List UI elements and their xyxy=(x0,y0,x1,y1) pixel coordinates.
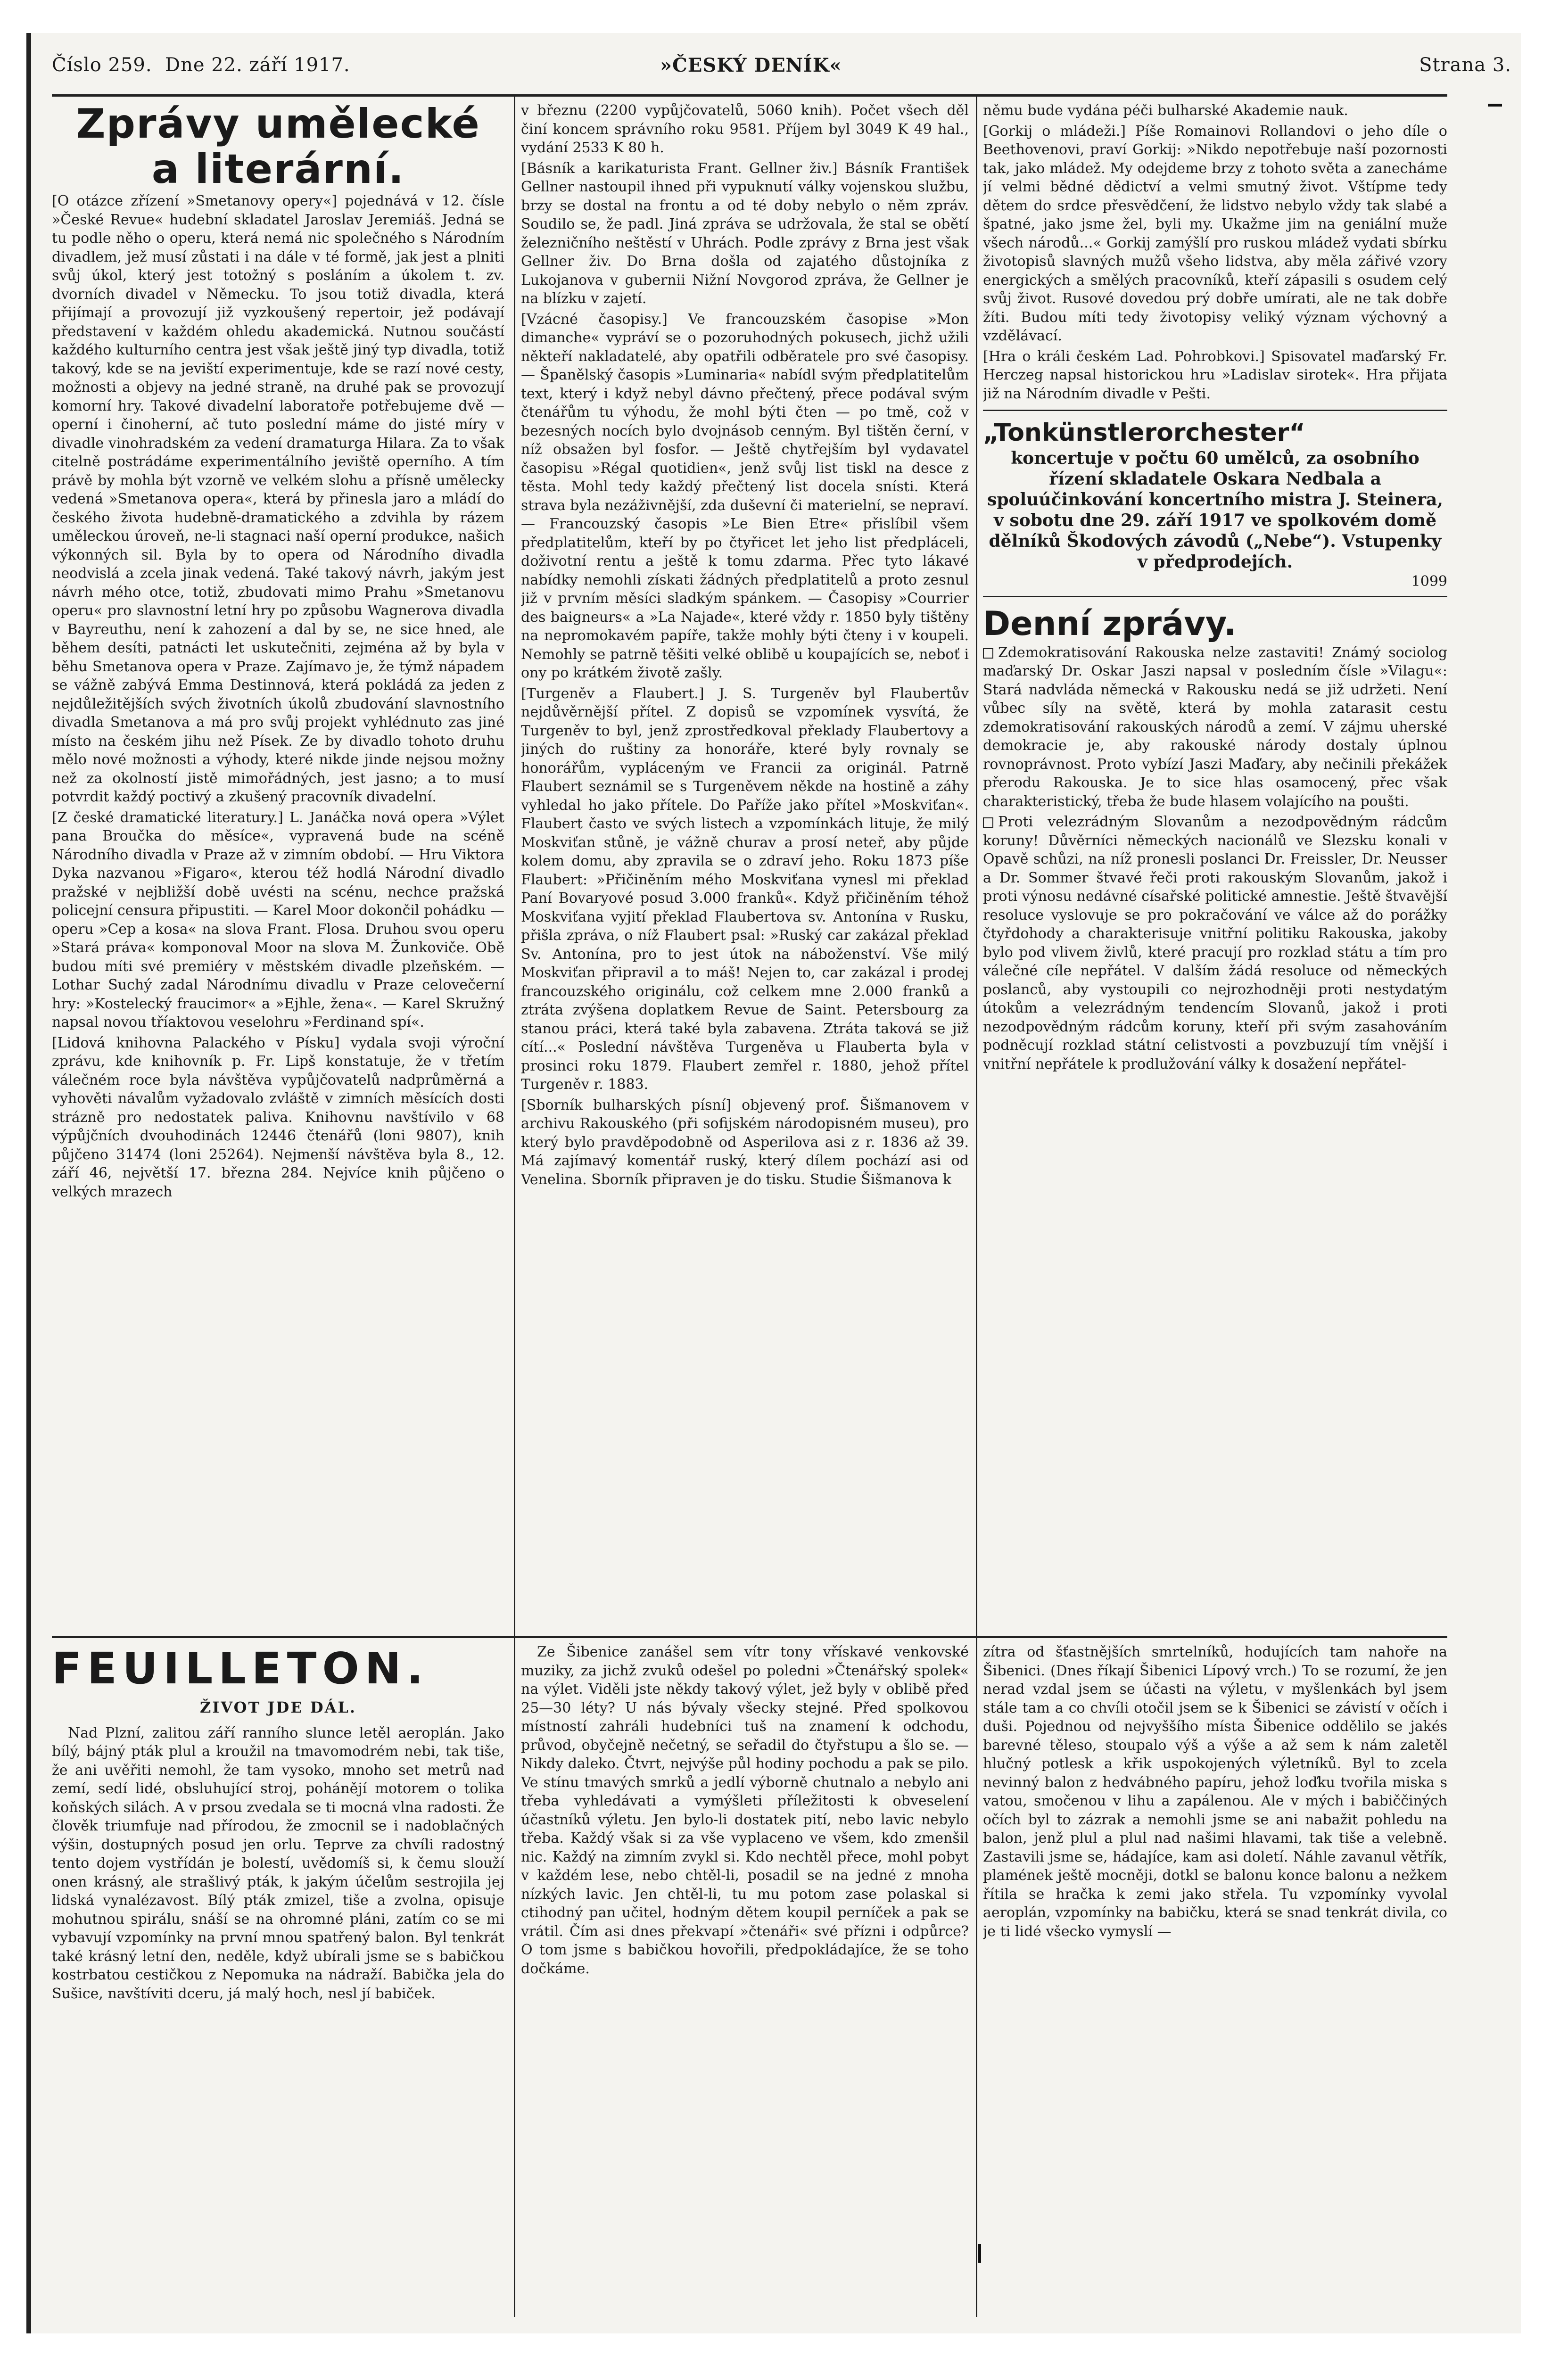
feuilleton-subtitle: ŽIVOT JDE DÁL. xyxy=(199,1698,357,1716)
news-against-slavs xyxy=(983,813,1447,1073)
masthead: »ČESKÝ DENÍK« xyxy=(660,54,842,76)
issue-and-date xyxy=(52,54,350,76)
issue-number: Číslo 259. xyxy=(52,54,152,76)
article-czech-drama: [Z české dramatické literatury.] L. Janáčka nová opera »Výlet pana Broučka do měsíce«, vypravená bude na scéně Národního divadla v Praze až v zimním období. — Hru Viktora Dyka nazvanou »Figaro«, kterou též hodlá Národní divadlo pražské v nejbližší době uvésti na scénu, nechce pražská policejní censura připustiti. — Karel Moor dokončil pohádku — operu »Cep a kosa« na slova Frant. Flosa. Druhou svou operu »Stará práva« komponoval Moor na slova M. Žunkoviče. Obě budou míti své premiéry v městském divadle plzeňském. — Lothar Suchý zadal Národnímu divadlu v Praze celovečerní hry: »Kostelecký fraucimor« a »Ejhle, žena«. — Karel Skružný napsal novou tříaktovou veselohru »Ferdinand spí«. xyxy=(52,809,504,1030)
article-continuation-academy: němu bude vydána péči bulharské Akademie nauk. xyxy=(983,102,1348,119)
ad-body: koncertuje v počtu 60 umělců, za osobního řízení skladatele Oskara Nedbala a spoluúčinkování koncertního mistra J. Steinera, v sobotu dne 29. září 1917 ve spolkovém domě dělníků Škodových závodů („Nebe“). Vstupenky v předprodejích. xyxy=(987,448,1443,572)
column-1-upper xyxy=(52,101,504,1631)
section-title-news: Denní zprávy. xyxy=(983,604,1237,643)
article-pohrobek-play: [Hra o králi českém Lad. Pohrobkovi.] Spisovatel maďarský Fr. Herczeg napsal historickou hru »Ladislav sirotek«. Hra přijata již na Národním divadle v Pešti. xyxy=(983,348,1447,402)
article-gorkij: [Gorkij o mládeži.] Píše Romainovi Rollandovi o jeho díle o Beethovenovi, praví Gorkij: »Nikdo nepotřebuje naší pozornosti tak, jako mládež. My odejdeme brzy z tohoto světa a zanecháme jí velmi bědné dědictví a velmi smutný život. Vštípme tedy dětem do srdce přesvědčení, že lidstvo nebylo vždy tak slabé a špatné, jako jsme žel, byli my. Ukažme jim na geniální muže všech národů...« Gorkij zamýšlí pro ruskou mládež vydati sbírku životopisů slavných mužů všeho lidstva, aby měla zářivé vzory energických a smělých pracovníků, kteří zápasili s osudem celý svůj život. Rusové dovedou prý dobře umírati, ale ne tak dobře žíti. Budou míti tedy životopisy veliký význam výchovný a vzdělávací. xyxy=(983,123,1447,344)
issue-date: Dne 22. září 1917. xyxy=(165,54,350,76)
feuilleton-text-1: Nad Plzní, zalitou září ranního slunce letěl aeroplán. Jako bílý, bájný pták plul a kroužil na tmavomodrém nebi, tak tiše, že ani uvěřiti nemohl, že tam vysoko, mnoho set metrů nad zemí, sedí lidé, obsluhující stroj, pohánějí motorem o tolika koňských silách. A v prsou zvedala se ti mocná vlna radosti. Že člověk triumfuje nad přírodou, že zmocnil se i nadoblačných výšin, dostupných posud jen orlu. Teprve za chvíli radostný tento dojem vystřídán je bolestí, uvědomíš si, k čemu slouží onen krásný, ale strašlivý pták, k jakým účelům sestrojila jej lidská vynalézavost. Bílý pták zmizel, tiše a zvolna, opisuje mohutnou spirálu, snáší se na ohromné pláni, zatím co se mi vybavují vzpomínky na první mnou spatřený balon. Byl tenkrát také krásný letní den, neděle, když ubírali jsme se s babičkou kostrbatou cestičkou z Nepomuka na nádraží. Babička jela do Sušice, navštíviti dceru, já malý hoch, nesl jí babiček. xyxy=(52,1724,504,2002)
feuilleton-rule xyxy=(52,1636,1447,1638)
column-2-upper xyxy=(521,101,969,1631)
header-rule xyxy=(52,94,1447,97)
article-bulgarian-songs: [Sborník bulharských písní] objevený prof. Šišmanovem v archivu Rakouského (při sofijském národopisném museu), pro který bylo pravděpodobně od Asperilova asi z r. 1836 až 39. Má zajímavý komentář ruský, který dílem pochází asi od Venelina. Sborník připraven je do tisku. Studie Šišmanova k xyxy=(521,1096,969,1188)
column-3-upper xyxy=(983,101,1447,1631)
concert-advertisement xyxy=(983,410,1447,597)
feuilleton-title: FEUILLETON. xyxy=(52,1643,429,1694)
article-gellner: [Básník a karikaturista Frant. Gellner živ.] Básník František Gellner nastoupil ihned při vypuknutí války vojenskou službu, brzy se dostal na frontu a od té doby nebylo o něm zpráv. Soudilo se, že padl. Jiná zpráva se udržovala, že stal se obětí železničního neštěstí v Uhrách. Podle zprávy z Brna jest však Gellner živ. Do Brna došla od zajatého důstojníka z Lukojanova v gubernii Nižní Novgorod zpráva, že Gellner je na blízku v zajetí. xyxy=(521,160,969,307)
article-palacky-library: [Lidová knihovna Palackého v Písku] vydala svoji výroční zprávu, kde knihovník p. Fr. Lipš konstatuje, že v třetím válečném roce byla návštěva vypůjčovatelů nadprůměrná a vyhověti návalům vyžadovalo zvláště v zimních měsících dosti strázně pro nedostatek paliva. Knihovnu navštívilo v 68 výpůjčních dvouhodinách 12446 čtenářů (loni 9807), knih půjčeno 31474 (loni 25264). Nejmenší návštěva byla 8., 12. září 46, největší 17. března 284. Nejvíce knih půjčeno o velkých mrazech xyxy=(52,1034,504,1200)
column-rule-2 xyxy=(976,97,977,2317)
news-democratization xyxy=(983,643,1447,811)
title-line-1: Zprávy umělecké xyxy=(76,101,480,148)
ad-headline: „Tonkünstlerorchester“ xyxy=(983,419,1305,447)
page-number: Strana 3. xyxy=(1419,54,1511,76)
corner-mark xyxy=(1488,104,1502,107)
article-smetana-opera: [O otázce zřízení »Smetanovy opery«] pojednává v 12. čísle »České Revue« hudební skladatel Jaroslav Jeremiáš. Jedná se tu podle něho o operu, která nemá nic společného s Národním divadlem, jež musí zůstati i na dále v té formě, jak jest a plniti svůj úkol, který jest totožný s posláním a úkolem t. zv. dvorních divadel v Německu. To jsou totiž divadla, která přijímají a provozují již vyzkoušený repertoir, jež podávají představení v každém ohledu akademická. Nutnou součástí každého kulturního centra jest však ještě jiný typ divadla, totiž takový, kde se na jeviští experimentuje, kde se razí nové cesty, možnosti a objevy na jedné straně, na druhé pak se provozují komorní hry. Takové divadelní laboratoře potřebujeme dvě — operní i činoherní, ač tuto poslední máme do jisté míry v divadle vinohradském za vedení dramaturga Hilara. Za to však citelně postrádáme experimentálního jeviště operního. A tím právě by mohla být vzorně ve velkém slohu a přísně umělecky vedená »Smetanova opera«, která by přinesla jaro a mládí do českého života hudebně-dramatického a zdvihla by rázem uměleckou úroveň, ne-li stagnaci naší operní produkce, našich výkonných sil. Byla by to opera od Národního divadla neodvislá a zcela jinak vedená. Také takový návrh, jakým jest návrh mého otce, totiž, zbudovati mimo Prahu »Smetanovu operu« pro slavnostní letní hry po způsobu Wagnerova divadla v Bayreuthu, není k zahození a dal by se, ne sice hned, ale během desíti, patnácti let uskutečniti, zejména až by byla v běhu Smetanova opera v Praze. Zajímavo je, že týmž nápadem se vážně zabývá Emma Destinnová, která pokládá za jeden z nejdůležitějších svých životních úkolů zbudování slavnostního divadla Smetanova a má pro svůj projekt vyhlédnuto zas jiné místo na českém jihu než Písek. Ze by divadlo tohoto druhu mělo nové možnosti a výhody, které nikde jinde nejsou možny než za okolností jistě mimořádných, jest jasno; a to musí potvrdit každý poctivý a zkušený pracovník divadelní. xyxy=(52,193,504,805)
square-bullet-icon xyxy=(983,817,993,828)
article-continuation: v březnu (2200 vypůjčovatelů, 5060 knih). Počet všech děl činí koncem správního roku 9581. Příjem byl 3049 K 49 hal., vydání 2533 K 80 h. xyxy=(521,102,969,156)
feuilleton-column-3 xyxy=(983,1643,1447,2317)
feuilleton-text-2: Ze Šibenice zanášel sem vítr tony vřískavé venkovské muziky, za jichž zvuků odešel po poledni »Čtenářský spolek« na výlet. Viděli jste někdy takový výlet, jež byly v oblibě před 25—30 léty? U nás bývaly všecky stejné. Před spolkovou místností zahráli hudebníci tuš na znamení k odchodu, průvod, obyčejně nečetný, se seřadil do čtyřstupu a šlo se. — Nikdy daleko. Čtvrt, nejvýše půl hodiny pochodu a pak se pilo. Ve stínu tmavých smrků a jedlí výborně chutnalo a nebylo ani třeba vyhledávati a vymýšleti příležitosti k obveselení účastníků výletu. Jen bylo-li dostatek pití, nebo lavic nebylo třeba. Každý však si za vše vyplaceno ve všem, kdo zmenšil nic. Každý na zimním zvykl si. Kdo nechtěl přece, mohl pobyt v každém lese, nebo chtěl-li, posadil se na jedné z mnoha nízkých lavic. Jen chtěl-li, tu mu potom zase polaskal si ctihodný pan učitel, hodným dětem koupil perníček a pak se vrátil. Čím asi dnes překvapí »čtenáři« své přízni i odpůrce? O tom jsme s babičkou hovořili, předpokládajíce, že se toho dočkáme. xyxy=(521,1644,969,1977)
feuilleton-column-2 xyxy=(521,1643,969,2317)
ink-mark xyxy=(978,2244,981,2263)
square-bullet-icon xyxy=(983,648,993,659)
section-title-arts xyxy=(52,101,504,192)
news-against-slavs-text: Proti velezrádným Slovanům a nezodpovědným rádcům koruny! Důvěrníci německých nacionálů ve Slezsku konali v Opavě schůzi, na níž pronesli poslanci Dr. Freissler, Dr. Neusser a Dr. Sommer štvavé řeči proti rakouským Slovanům, jakož i proti výnosu nedávné císařské politické amnestie. Ještě štvavější resoluce vyslovuje se pro pokračování ve válce až do porážky čtyřdohody a charakterisuje vnitřní politiku Rakouska, jakoby bylo pod vlivem živlů, které pracují pro rozklad státu a tím pro válečné cíle nepřátel. V dalším žádá resoluce od německých poslanců, aby vystoupili co nejrozhodněji proti nestydatým útokům a velezrádným tendencím Slovanů, jakož i proti nezodpovědným rádcům koruny, kteří při svým zasahováním podněcují rozklad státní celistvosti a povzbuzují tím vnější i vnitřní nepřátele k prodlužování války k dosažení nepřátel- xyxy=(983,814,1447,1072)
title-line-2: a literární. xyxy=(151,146,405,193)
page-header xyxy=(52,54,1511,92)
article-turgenev-flaubert: [Turgeněv a Flaubert.] J. S. Turgeněv byl Flaubertův nejdůvěrnější přítel. Z dopisů se vzpomínek vysvítá, že Turgeněv to byl, jenž zprostředkoval překlady Flaubertovy a jiných do ruštiny za honoráře, které byly rovnaly se honorářům, vypláceným ve Francii za originál. Patrně Flaubert seznámil se s Turgeněvem někde na hostině a záhy vyhledal ho jako přítele. Do Paříže jako přítel »Moskviťan«. Flaubert často ve svých listech a vzpomínkách lituje, že milý Moskviťan stůně, je vážně churav a prosí neteř, aby půjde kolem domu, aby zpravila se o zdraví jeho. Roku 1873 píše Flaubert: »Přičiněním mého Moskviťana vynesl mi překlad Paní Bovaryové posud 3.000 franků«. Když přičiněním téhož Moskviťana vyjití překlad Flaubertova sv. Antonína v Rusku, přišla zpráva, o níž Flaubert psal: »Ruský car zakázal překlad Sv. Antonína, pro to jest útok na náboženství. Vše milý Moskviťan připravil a to máš! Nejen to, car zakázal i prodej francouzského originálu, což celkem mne 2.000 franků a ztráta zvýšena doplatkem Revue de Saint. Petersbourg za stanou práci, která také byla zabavena. Ztráta taková se již cítí...« Poslední návštěva Turgeněva u Flauberta byla v prosinci roku 1879. Flaubert zemřel r. 1880, jehož přítel Turgeněv r. 1883. xyxy=(521,685,969,1093)
feuilleton-column-1 xyxy=(52,1643,504,2317)
column-rule-1 xyxy=(514,97,515,2317)
article-rare-magazines: [Vzácné časopisy.] Ve francouzském časopise »Mon dimanche« vypráví se o pozoruhodných pokusech, jichž užili někteří nakladatelé, aby opatřili odběratele pro své časopisy. — Španělský časopis »Luminaria« nabídl svým předplatitelům text, který i když nebyl dávno přečtený, přece podával svým čtenářům tu výhodu, že mohl býti čten — po tmě, což v bezesných nocích bylo dvojnásob cenným. Byl tištěn černí, v níž obsažen byl fosfor. — Ještě chytřejším byl vydavatel časopisu »Régal quotidien«, jenž svůj list tiskl na desce z těsta. Mohl tedy každý přečtený list docela snísti. Která strava byla nezáživnější, zda duševní či materielní, se nepraví. — Francouzský časopis »Le Bien Etre« přislíbil všem předplatitelům, kteří by po čtyřicet let jeho list předpláceli, doživotní rentu a ještě k tomu zdarma. Přec tyto lákavé nabídky nemohli získati žádných předplatitelů a proto zesnul již v prvním měsíci sladkým spánkem. — Časopisy »Courrier des baigneurs« a »La Najade«, které vždy r. 1850 byly tištěny na nepromokavém papíře, takže mohly býti čteny i v koupeli. Nemohly se patrně těšiti velké oblibě u koupajících se, neboť i ony po krátkém životě zašly. xyxy=(521,311,969,681)
ad-number: 1099 xyxy=(1411,573,1447,590)
news-democratization-text: Zdemokratisování Rakouska nelze zastaviti! Známý sociolog maďarský Dr. Oskar Jaszi napsal v posledním čísle »Vilagu«: Stará nadvláda německá v Rakousku nedá se již udržeti. Není vůbec síly na světě, která by mohla zatarasit cestu zdemokratisování rakouských národů a zemí. V zájmu uherské demokracie je, aby rakouské národy dostaly úplnou rovnoprávnost. Proto vybízí Jaszi Maďary, aby nečinili překážek přerodu Rakouska. Je to sice hlas osamocený, přec však charakteristický, třeba že bude hlasem volajícího na poušti. xyxy=(983,644,1447,810)
feuilleton-text-3: zítra od šťastnějších smrtelníků, hodujících tam nahoře na Šibenici. (Dnes říkají Šibenici Lípový vrch.) To se rozumí, že jen nerad vzdal jsem se účasti na výletu, v myšlenkách byl jsem stále tam a co chvíli otočil jsem se k Šibenici se závistí v očích i duši. Pojednou od nejvyššího místa Šibenice oddělilo se jakés barevné těleso, stoupalo výš a výše a až sem k nám zaletěl hlučný potlesk a křik uspokojených výletníků. Byl to zcela nevinný balon z hedvábného papíru, jehož loďku tvořila miska s vatou, smočenou v lihu a zapálenou. Ale v mých i babiččiných očích byl to zázrak a nemohli jsme se ani nabažit pohledu na balon, jenž plul a plul nad našimi hlavami, tak tiše a velebně. Zastavili jsme se, hádajíce, kam asi doletí. Náhle zavanul větřík, plamének ještě mocněji, dotkl se balonu konce balonu a nežkem řítila se hračka k zemi jako střela. Tu vzpomínky vyvolal aeroplán, vzpomínky na babičku, která se snad tenkrát divila, co je ti lidé všecko vymyslí — xyxy=(983,1644,1447,1940)
